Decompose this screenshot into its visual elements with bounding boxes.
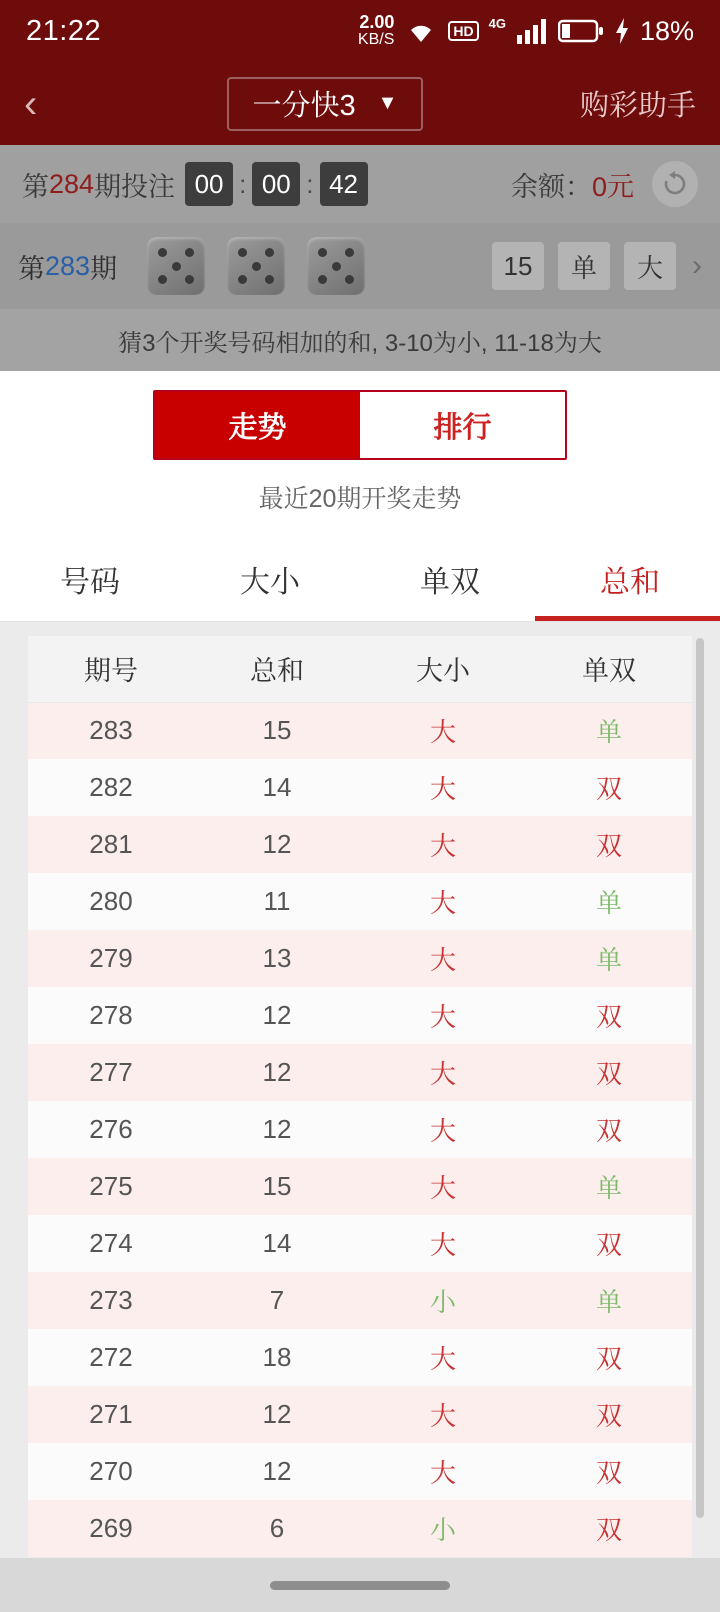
countdown-seconds: 42 bbox=[320, 162, 368, 206]
cell-sum: 12 bbox=[194, 1443, 360, 1500]
cell-size: 大 bbox=[360, 1386, 526, 1443]
table-row bbox=[28, 1329, 692, 1386]
table-row bbox=[28, 759, 692, 816]
game-selector[interactable] bbox=[227, 77, 423, 131]
cell-size: 大 bbox=[360, 930, 526, 987]
tab-parity[interactable]: 单双 bbox=[420, 566, 480, 599]
cell-sum: 12 bbox=[194, 1101, 360, 1158]
countdown-hours: 00 bbox=[185, 162, 233, 206]
cell-sum: 12 bbox=[194, 1044, 360, 1101]
cell-issue: 270 bbox=[28, 1443, 194, 1500]
cell-sum: 12 bbox=[194, 1386, 360, 1443]
cell-parity: 双 bbox=[526, 1215, 692, 1272]
cell-size: 大 bbox=[360, 759, 526, 816]
cell-issue: 271 bbox=[28, 1386, 194, 1443]
cell-issue: 283 bbox=[28, 702, 194, 759]
table-row bbox=[28, 987, 692, 1044]
table-row bbox=[28, 930, 692, 987]
result-tag-parity: 单 bbox=[558, 242, 610, 290]
cell-issue: 273 bbox=[28, 1272, 194, 1329]
cell-size: 大 bbox=[360, 987, 526, 1044]
die-3 bbox=[307, 237, 365, 295]
cell-parity: 双 bbox=[526, 987, 692, 1044]
table-row bbox=[28, 816, 692, 873]
signal-icon bbox=[516, 18, 548, 44]
cell-sum: 15 bbox=[194, 1158, 360, 1215]
network-speed bbox=[358, 13, 394, 49]
column-header-sum: 总和 bbox=[194, 636, 360, 702]
cell-parity: 单 bbox=[526, 702, 692, 759]
cell-issue: 278 bbox=[28, 987, 194, 1044]
cell-parity: 双 bbox=[526, 1443, 692, 1500]
cell-size: 大 bbox=[360, 1044, 526, 1101]
table-row bbox=[28, 1500, 692, 1557]
cell-size: 大 bbox=[360, 1443, 526, 1500]
chevron-right-icon[interactable]: › bbox=[692, 249, 702, 282]
cell-size: 大 bbox=[360, 816, 526, 873]
wifi-icon bbox=[404, 18, 438, 44]
cell-issue: 279 bbox=[28, 930, 194, 987]
charging-icon bbox=[614, 18, 630, 44]
die-1 bbox=[147, 237, 205, 295]
cell-size: 大 bbox=[360, 873, 526, 930]
cell-parity: 双 bbox=[526, 1329, 692, 1386]
dice-result-group bbox=[147, 237, 365, 295]
rule-description bbox=[0, 309, 720, 371]
cell-issue: 281 bbox=[28, 816, 194, 873]
cell-size: 小 bbox=[360, 1500, 526, 1557]
cell-parity: 单 bbox=[526, 1272, 692, 1329]
last-issue-prefix: 第 bbox=[18, 253, 45, 284]
result-tag-sum: 15 bbox=[492, 242, 544, 290]
battery-icon bbox=[558, 18, 604, 44]
purchase-helper-link[interactable]: 购彩助手 bbox=[579, 90, 696, 122]
trend-table-area bbox=[0, 622, 720, 1612]
balance-label: 余额： bbox=[510, 171, 592, 202]
cell-sum: 18 bbox=[194, 1329, 360, 1386]
cell-issue: 276 bbox=[28, 1101, 194, 1158]
battery-percent: 18% bbox=[639, 15, 694, 46]
cell-sum: 14 bbox=[194, 759, 360, 816]
table-row bbox=[28, 1215, 692, 1272]
tab-sum[interactable]: 总和 bbox=[540, 541, 720, 621]
issue-suffix: 期投注 bbox=[94, 171, 176, 202]
view-switch-wrapper bbox=[0, 371, 720, 479]
cell-issue: 280 bbox=[28, 873, 194, 930]
cell-sum: 13 bbox=[194, 930, 360, 987]
system-navigation-bar bbox=[0, 1558, 720, 1612]
trend-category-tabs bbox=[0, 541, 720, 622]
last-result-bar[interactable] bbox=[0, 223, 720, 309]
home-indicator[interactable] bbox=[270, 1581, 450, 1590]
view-switch[interactable] bbox=[153, 390, 567, 460]
cell-parity: 双 bbox=[526, 1386, 692, 1443]
table-header-row bbox=[28, 636, 692, 702]
cell-parity: 双 bbox=[526, 759, 692, 816]
cell-size: 大 bbox=[360, 1215, 526, 1272]
trend-table-card bbox=[28, 636, 692, 1557]
die-2 bbox=[227, 237, 285, 295]
table-row bbox=[28, 1272, 692, 1329]
cell-sum: 14 bbox=[194, 1215, 360, 1272]
last-issue-number: 283 bbox=[45, 250, 91, 281]
current-issue-bar bbox=[0, 145, 720, 223]
status-bar bbox=[0, 0, 720, 62]
tab-ranking[interactable]: 排行 bbox=[360, 392, 565, 458]
countdown-minutes: 00 bbox=[252, 162, 300, 206]
table-row bbox=[28, 873, 692, 930]
balance-value: 0元 bbox=[591, 171, 634, 202]
cell-sum: 11 bbox=[194, 873, 360, 930]
cell-issue: 277 bbox=[28, 1044, 194, 1101]
trend-subtitle: 最近20期开奖走势 bbox=[0, 479, 720, 541]
last-issue-suffix: 期 bbox=[90, 253, 118, 284]
cell-parity: 双 bbox=[526, 1044, 692, 1101]
cell-sum: 7 bbox=[194, 1272, 360, 1329]
cell-issue: 275 bbox=[28, 1158, 194, 1215]
table-row bbox=[28, 1386, 692, 1443]
cell-issue: 269 bbox=[28, 1500, 194, 1557]
table-row bbox=[28, 1101, 692, 1158]
cell-size: 大 bbox=[360, 1158, 526, 1215]
countdown-timer bbox=[185, 162, 367, 206]
cell-issue: 274 bbox=[28, 1215, 194, 1272]
cell-sum: 12 bbox=[194, 987, 360, 1044]
cell-issue: 272 bbox=[28, 1329, 194, 1386]
cell-issue: 282 bbox=[28, 759, 194, 816]
issue-prefix: 第 bbox=[22, 171, 49, 202]
tab-numbers[interactable]: 号码 bbox=[60, 566, 120, 599]
cell-parity: 单 bbox=[526, 930, 692, 987]
countdown-sep-2: : bbox=[306, 168, 314, 199]
cell-parity: 单 bbox=[526, 1158, 692, 1215]
cell-size: 大 bbox=[360, 1329, 526, 1386]
tab-trend[interactable]: 走势 bbox=[155, 392, 360, 458]
table-row bbox=[28, 702, 692, 759]
column-header-parity: 单双 bbox=[526, 636, 692, 702]
trend-table bbox=[28, 636, 692, 1557]
vertical-scrollbar[interactable] bbox=[696, 638, 704, 1518]
network-type-label: 4G bbox=[488, 15, 506, 31]
column-header-issue: 期号 bbox=[28, 636, 194, 702]
cell-sum: 15 bbox=[194, 702, 360, 759]
table-row bbox=[28, 1443, 692, 1500]
table-row bbox=[28, 1044, 692, 1101]
cell-sum: 12 bbox=[194, 816, 360, 873]
cell-sum: 6 bbox=[194, 1500, 360, 1557]
status-clock: 21:22 bbox=[26, 14, 102, 47]
cell-parity: 双 bbox=[526, 816, 692, 873]
cell-size: 大 bbox=[360, 702, 526, 759]
result-tag-size: 大 bbox=[624, 242, 676, 290]
network-speed-unit: KB/S bbox=[357, 31, 395, 49]
cell-parity: 双 bbox=[526, 1101, 692, 1158]
cell-parity: 单 bbox=[526, 873, 692, 930]
table-row bbox=[28, 1158, 692, 1215]
countdown-sep-1: : bbox=[239, 168, 247, 199]
cell-size: 小 bbox=[360, 1272, 526, 1329]
hd-icon: HD bbox=[448, 21, 478, 41]
cell-size: 大 bbox=[360, 1101, 526, 1158]
rule-text: 猜3个开奖号码相加的和, 3-10为小, 11-18为大 bbox=[118, 329, 602, 357]
title-bar bbox=[0, 62, 720, 145]
chevron-down-icon: ▼ bbox=[377, 92, 398, 114]
game-selector-label: 一分快3 bbox=[252, 90, 356, 122]
back-icon[interactable]: ‹ bbox=[24, 81, 38, 126]
column-header-size: 大小 bbox=[360, 636, 526, 702]
network-speed-value: 2.00 bbox=[359, 12, 395, 33]
cell-parity: 双 bbox=[526, 1500, 692, 1557]
current-issue-number: 284 bbox=[49, 168, 95, 199]
refresh-icon[interactable] bbox=[652, 161, 698, 207]
tab-size[interactable]: 大小 bbox=[240, 566, 300, 599]
